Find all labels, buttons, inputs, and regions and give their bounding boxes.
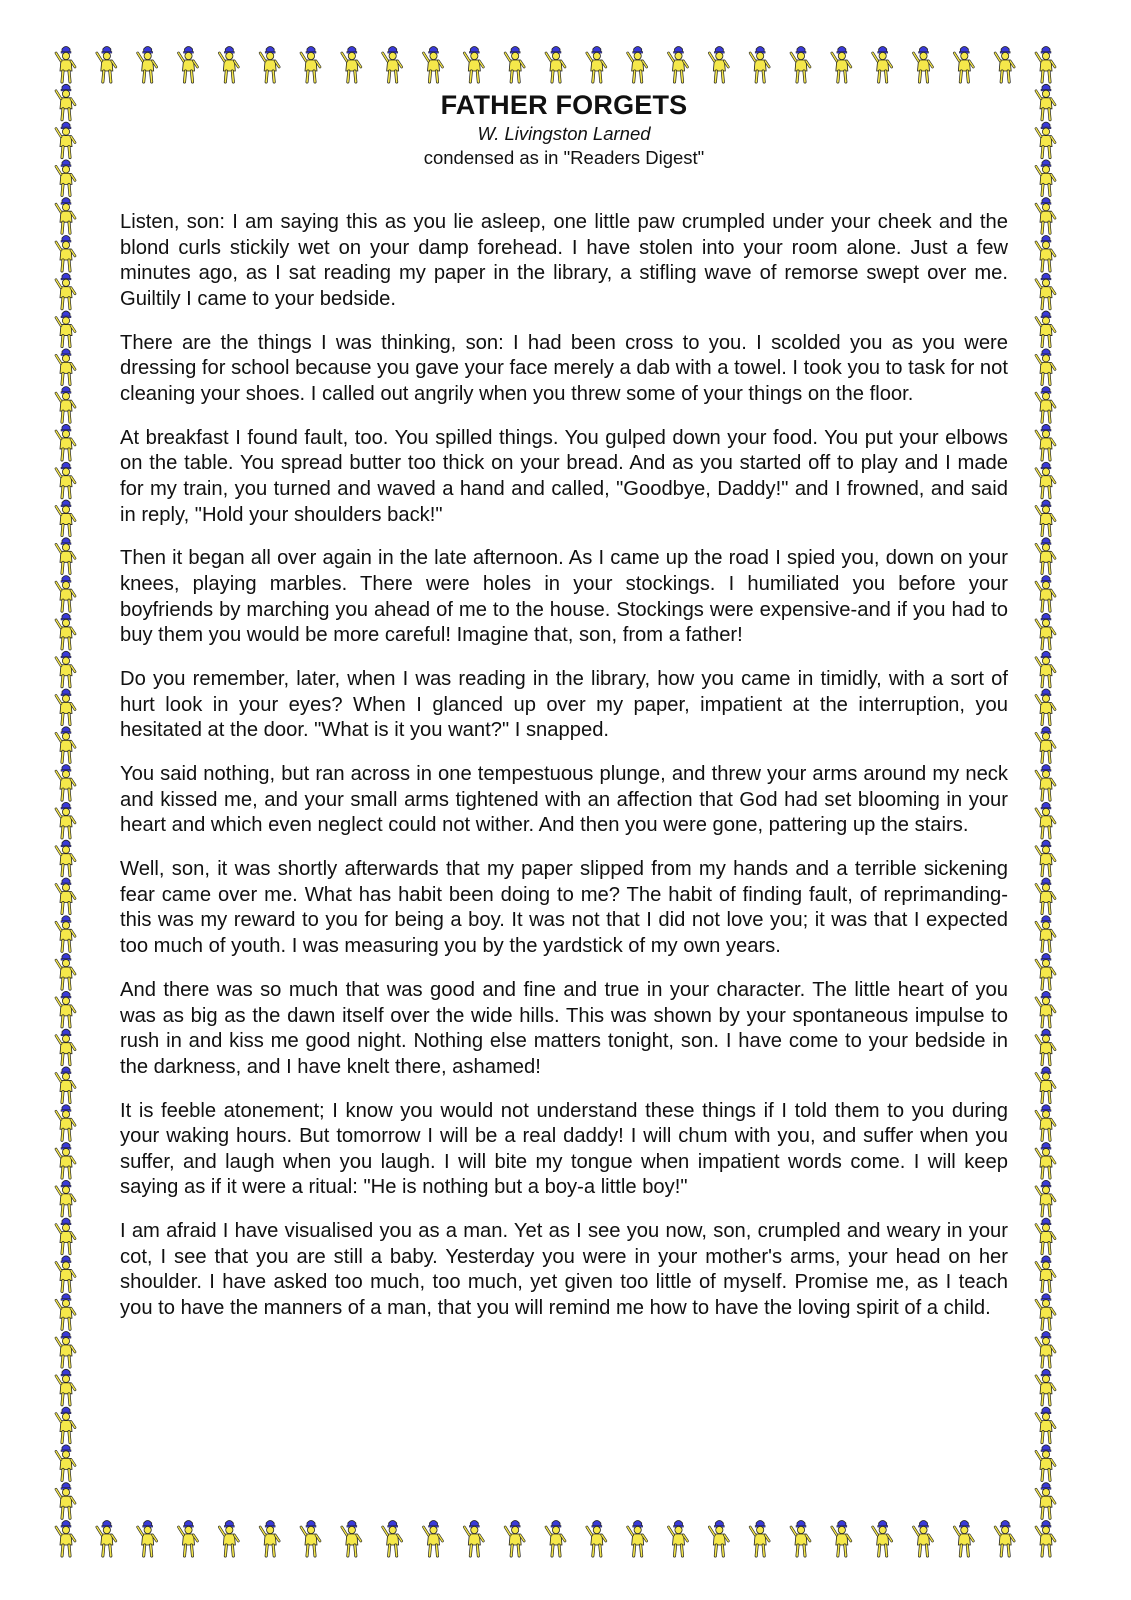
waving-child-icon: [791, 1521, 810, 1557]
waving-child-icon: [138, 1521, 157, 1557]
waving-child-icon: [832, 1521, 851, 1557]
waving-child-icon: [179, 1521, 198, 1557]
paragraph-10: I am afraid I have visualised you as a man. Yet as I see you now, son, crumpled and weary in your cot, I see that you are still a baby. Yesterday you were in your mother's arms, your head on her shoulder. I have asked too much, too much, yet given too little of myself. Promise me, as I teach you to have the manners of a man, that you will remind me how to have the loving spirit of a child.: [120, 1220, 1008, 1320]
waving-child-icon: [138, 47, 157, 83]
waving-child-icon: [56, 160, 75, 196]
waving-child-icon: [1036, 424, 1055, 460]
waving-child-icon: [56, 198, 75, 234]
paragraph-8: And there was so much that was good and fine and true in your character. The little heart of you was as big as the dawn itself over the wide hills. This was shown by your spontaneous impulse to rush in and kiss me good night. Nothing else matters tonight, son. I have come to your bedside in the darkness, and I have knelt there, ashamed!: [120, 978, 1008, 1078]
waving-child-icon: [383, 1521, 402, 1557]
waving-child-icon: [97, 47, 116, 83]
waving-child-icon: [1036, 954, 1055, 990]
waving-child-icon: [219, 47, 238, 83]
waving-child-icon: [56, 1369, 75, 1405]
waving-child-icon: [56, 273, 75, 309]
waving-child-icon: [873, 47, 892, 83]
waving-child-icon: [56, 349, 75, 385]
waving-child-icon: [1036, 1218, 1055, 1254]
waving-child-icon: [56, 1521, 75, 1557]
waving-child-icon: [56, 689, 75, 725]
waving-child-icon: [914, 1521, 933, 1557]
waving-child-icon: [546, 47, 565, 83]
waving-child-icon: [260, 47, 279, 83]
waving-child-icon: [1036, 311, 1055, 347]
waving-child-icon: [56, 1256, 75, 1292]
waving-child-icon: [709, 1521, 728, 1557]
waving-child-icon: [56, 954, 75, 990]
waving-child-icon: [260, 1521, 279, 1557]
waving-child-icon: [56, 538, 75, 574]
waving-child-icon: [1036, 387, 1055, 423]
waving-child-icon: [179, 47, 198, 83]
waving-child-icon: [832, 47, 851, 83]
waving-child-icon: [56, 47, 75, 83]
waving-child-icon: [1036, 349, 1055, 385]
waving-child-icon: [56, 1218, 75, 1254]
waving-child-icon: [1036, 1332, 1055, 1368]
waving-child-icon: [1036, 613, 1055, 649]
waving-child-icon: [383, 47, 402, 83]
waving-child-icon: [1036, 462, 1055, 498]
waving-child-icon: [1036, 160, 1055, 196]
waving-child-icon: [1036, 1256, 1055, 1292]
waving-child-icon: [1036, 1143, 1055, 1179]
waving-child-icon: [1036, 198, 1055, 234]
waving-child-icon: [424, 47, 443, 83]
waving-child-icon: [301, 1521, 320, 1557]
waving-child-icon: [791, 47, 810, 83]
waving-child-icon: [56, 311, 75, 347]
waving-child-icon: [301, 47, 320, 83]
waving-child-icon: [873, 1521, 892, 1557]
waving-child-icon: [1036, 651, 1055, 687]
waving-child-icon: [464, 47, 483, 83]
waving-child-icon: [56, 1180, 75, 1216]
waving-child-icon: [56, 387, 75, 423]
waving-child-icon: [1036, 878, 1055, 914]
waving-child-icon: [56, 1445, 75, 1481]
author-line: W. Livingston Larned: [477, 123, 651, 144]
waving-child-icon: [1036, 538, 1055, 574]
waving-child-icon: [56, 802, 75, 838]
waving-child-icon: [56, 878, 75, 914]
waving-child-icon: [1036, 765, 1055, 801]
source-note: condensed as in "Readers Digest": [423, 147, 705, 168]
waving-child-icon: [56, 576, 75, 612]
waving-child-icon: [1036, 727, 1055, 763]
waving-child-icon: [1036, 1407, 1055, 1443]
waving-child-icon: [56, 651, 75, 687]
waving-child-icon: [669, 47, 688, 83]
waving-child-icon: [56, 500, 75, 536]
waving-child-icon: [1036, 1483, 1055, 1519]
waving-child-icon: [1036, 1029, 1055, 1065]
waving-child-icon: [56, 613, 75, 649]
waving-child-icon: [750, 47, 769, 83]
waving-child-icon: [56, 991, 75, 1027]
waving-child-icon: [56, 462, 75, 498]
waving-child-icon: [628, 47, 647, 83]
waving-child-icon: [1036, 1067, 1055, 1103]
waving-child-icon: [587, 1521, 606, 1557]
paragraph-2: There are the things I was thinking, son: I had been cross to you. I scolded you as you were dressing for school because you gave your face merely a dab with a towel. I took you to task for not cleaning your shoes. I called out angrily when you threw some of your things on the floor.: [120, 331, 1008, 405]
waving-child-icon: [56, 122, 75, 158]
waving-child-icon: [56, 1143, 75, 1179]
waving-child-icon: [56, 235, 75, 271]
waving-child-icon: [56, 840, 75, 876]
waving-child-icon: [546, 1521, 565, 1557]
waving-child-icon: [219, 1521, 238, 1557]
waving-child-icon: [1036, 273, 1055, 309]
waving-child-icon: [1036, 47, 1055, 83]
waving-child-icon: [56, 1067, 75, 1103]
waving-child-icon: [464, 1521, 483, 1557]
waving-child-icon: [505, 47, 524, 83]
waving-child-icon: [56, 424, 75, 460]
waving-child-icon: [954, 47, 973, 83]
paragraph-1: Listen, son: I am saying this as you lie asleep, one little paw crumpled under your cheek and the blond curls stickily wet on your damp forehead. I have stolen into your room alone. Just a few minutes ago, as I sat reading my paper in the library, a stifling wave of remorse swept over me. Guiltily I came to your bedside.: [120, 211, 1008, 310]
waving-child-icon: [56, 916, 75, 952]
waving-child-icon: [1036, 500, 1055, 536]
waving-child-icon: [1036, 1521, 1055, 1557]
waving-child-icon: [56, 727, 75, 763]
waving-child-icon: [1036, 689, 1055, 725]
paragraph-6: You said nothing, but ran across in one tempestuous plunge, and threw your arms around my neck and kissed me, and your small arms tightened with an affection that God had set blooming in your heart and which even neglect could not wither. And then you were gone, pattering up the stairs.: [120, 763, 1008, 837]
waving-child-icon: [1036, 1294, 1055, 1330]
waving-child-icon: [342, 1521, 361, 1557]
waving-child-icon: [1036, 1180, 1055, 1216]
waving-child-icon: [1036, 576, 1055, 612]
paragraph-4: Then it began all over again in the late afternoon. As I came up the road I spied you, down on your knees, playing marbles. There were holes in your stockings. I humiliated you before your boyfriends by marching you ahead of me to the house. Stockings were expensive-and if you had to buy them you would be more careful! Imagine that, son, from a father!: [120, 547, 1008, 647]
waving-child-icon: [56, 1294, 75, 1330]
waving-child-icon: [424, 1521, 443, 1557]
paragraph-3: At breakfast I found fault, too. You spilled things. You gulped down your food. You put your elbows on the table. You spread butter too thick on your bread. And as you started off to play and I made for my train, you turned and waved a hand and called, "Goodbye, Daddy!" and I frowned, and said in reply, "Hold your shoulders back!": [120, 426, 1008, 526]
waving-child-icon: [97, 1521, 116, 1557]
waving-child-icon: [1036, 1445, 1055, 1481]
waving-child-icon: [750, 1521, 769, 1557]
waving-child-icon: [709, 47, 728, 83]
waving-child-icon: [1036, 916, 1055, 952]
waving-child-icon: [1036, 840, 1055, 876]
waving-child-icon: [1036, 1105, 1055, 1141]
paragraph-7: Well, son, it was shortly afterwards that my paper slipped from my hands and a terrible sickening fear came over me. What has habit been doing to me? The habit of finding fault, of reprimanding-this was my reward to you for being a boy. It was not that I did not love you; it was that I expected too much of youth. I was measuring you by the yardstick of my own years.: [120, 858, 1008, 958]
waving-child-icon: [56, 1483, 75, 1519]
waving-child-icon: [587, 47, 606, 83]
waving-child-icon: [56, 84, 75, 120]
waving-child-icon: [342, 47, 361, 83]
waving-child-icon: [995, 1521, 1014, 1557]
waving-child-icon: [1036, 802, 1055, 838]
waving-child-icon: [56, 1029, 75, 1065]
waving-child-icon: [628, 1521, 647, 1557]
waving-child-icon: [1036, 122, 1055, 158]
waving-child-icon: [56, 1407, 75, 1443]
waving-child-icon: [954, 1521, 973, 1557]
waving-child-icon: [1036, 991, 1055, 1027]
waving-child-icon: [56, 1105, 75, 1141]
waving-child-icon: [669, 1521, 688, 1557]
paragraph-9: It is feeble atonement; I know you would not understand these things if I told them to you during your waking hours. But tomorrow I will be a real daddy! I will chum with you, and suffer when you suffer, and laugh when you laugh. I will bite my tongue when impatient words come. I will keep saying as if it were a ritual: "He is nothing but a boy-a little boy!": [120, 1099, 1008, 1199]
waving-child-icon: [56, 765, 75, 801]
waving-child-icon: [56, 1332, 75, 1368]
waving-child-icon: [505, 1521, 524, 1557]
waving-child-icon: [1036, 235, 1055, 271]
page-title: FATHER FORGETS: [440, 90, 688, 120]
waving-child-icon: [914, 47, 933, 83]
waving-child-icon: [1036, 84, 1055, 120]
waving-child-icon: [995, 47, 1014, 83]
paragraph-5: Do you remember, later, when I was reading in the library, how you came in timidly, with a sort of hurt look in your eyes? When I glanced up over my paper, impatient at the interruption, you hesitated at the door. "What is it you want?" I snapped.: [120, 668, 1008, 742]
document-body: [120, 88, 1008, 1340]
waving-child-icon: [1036, 1369, 1055, 1405]
